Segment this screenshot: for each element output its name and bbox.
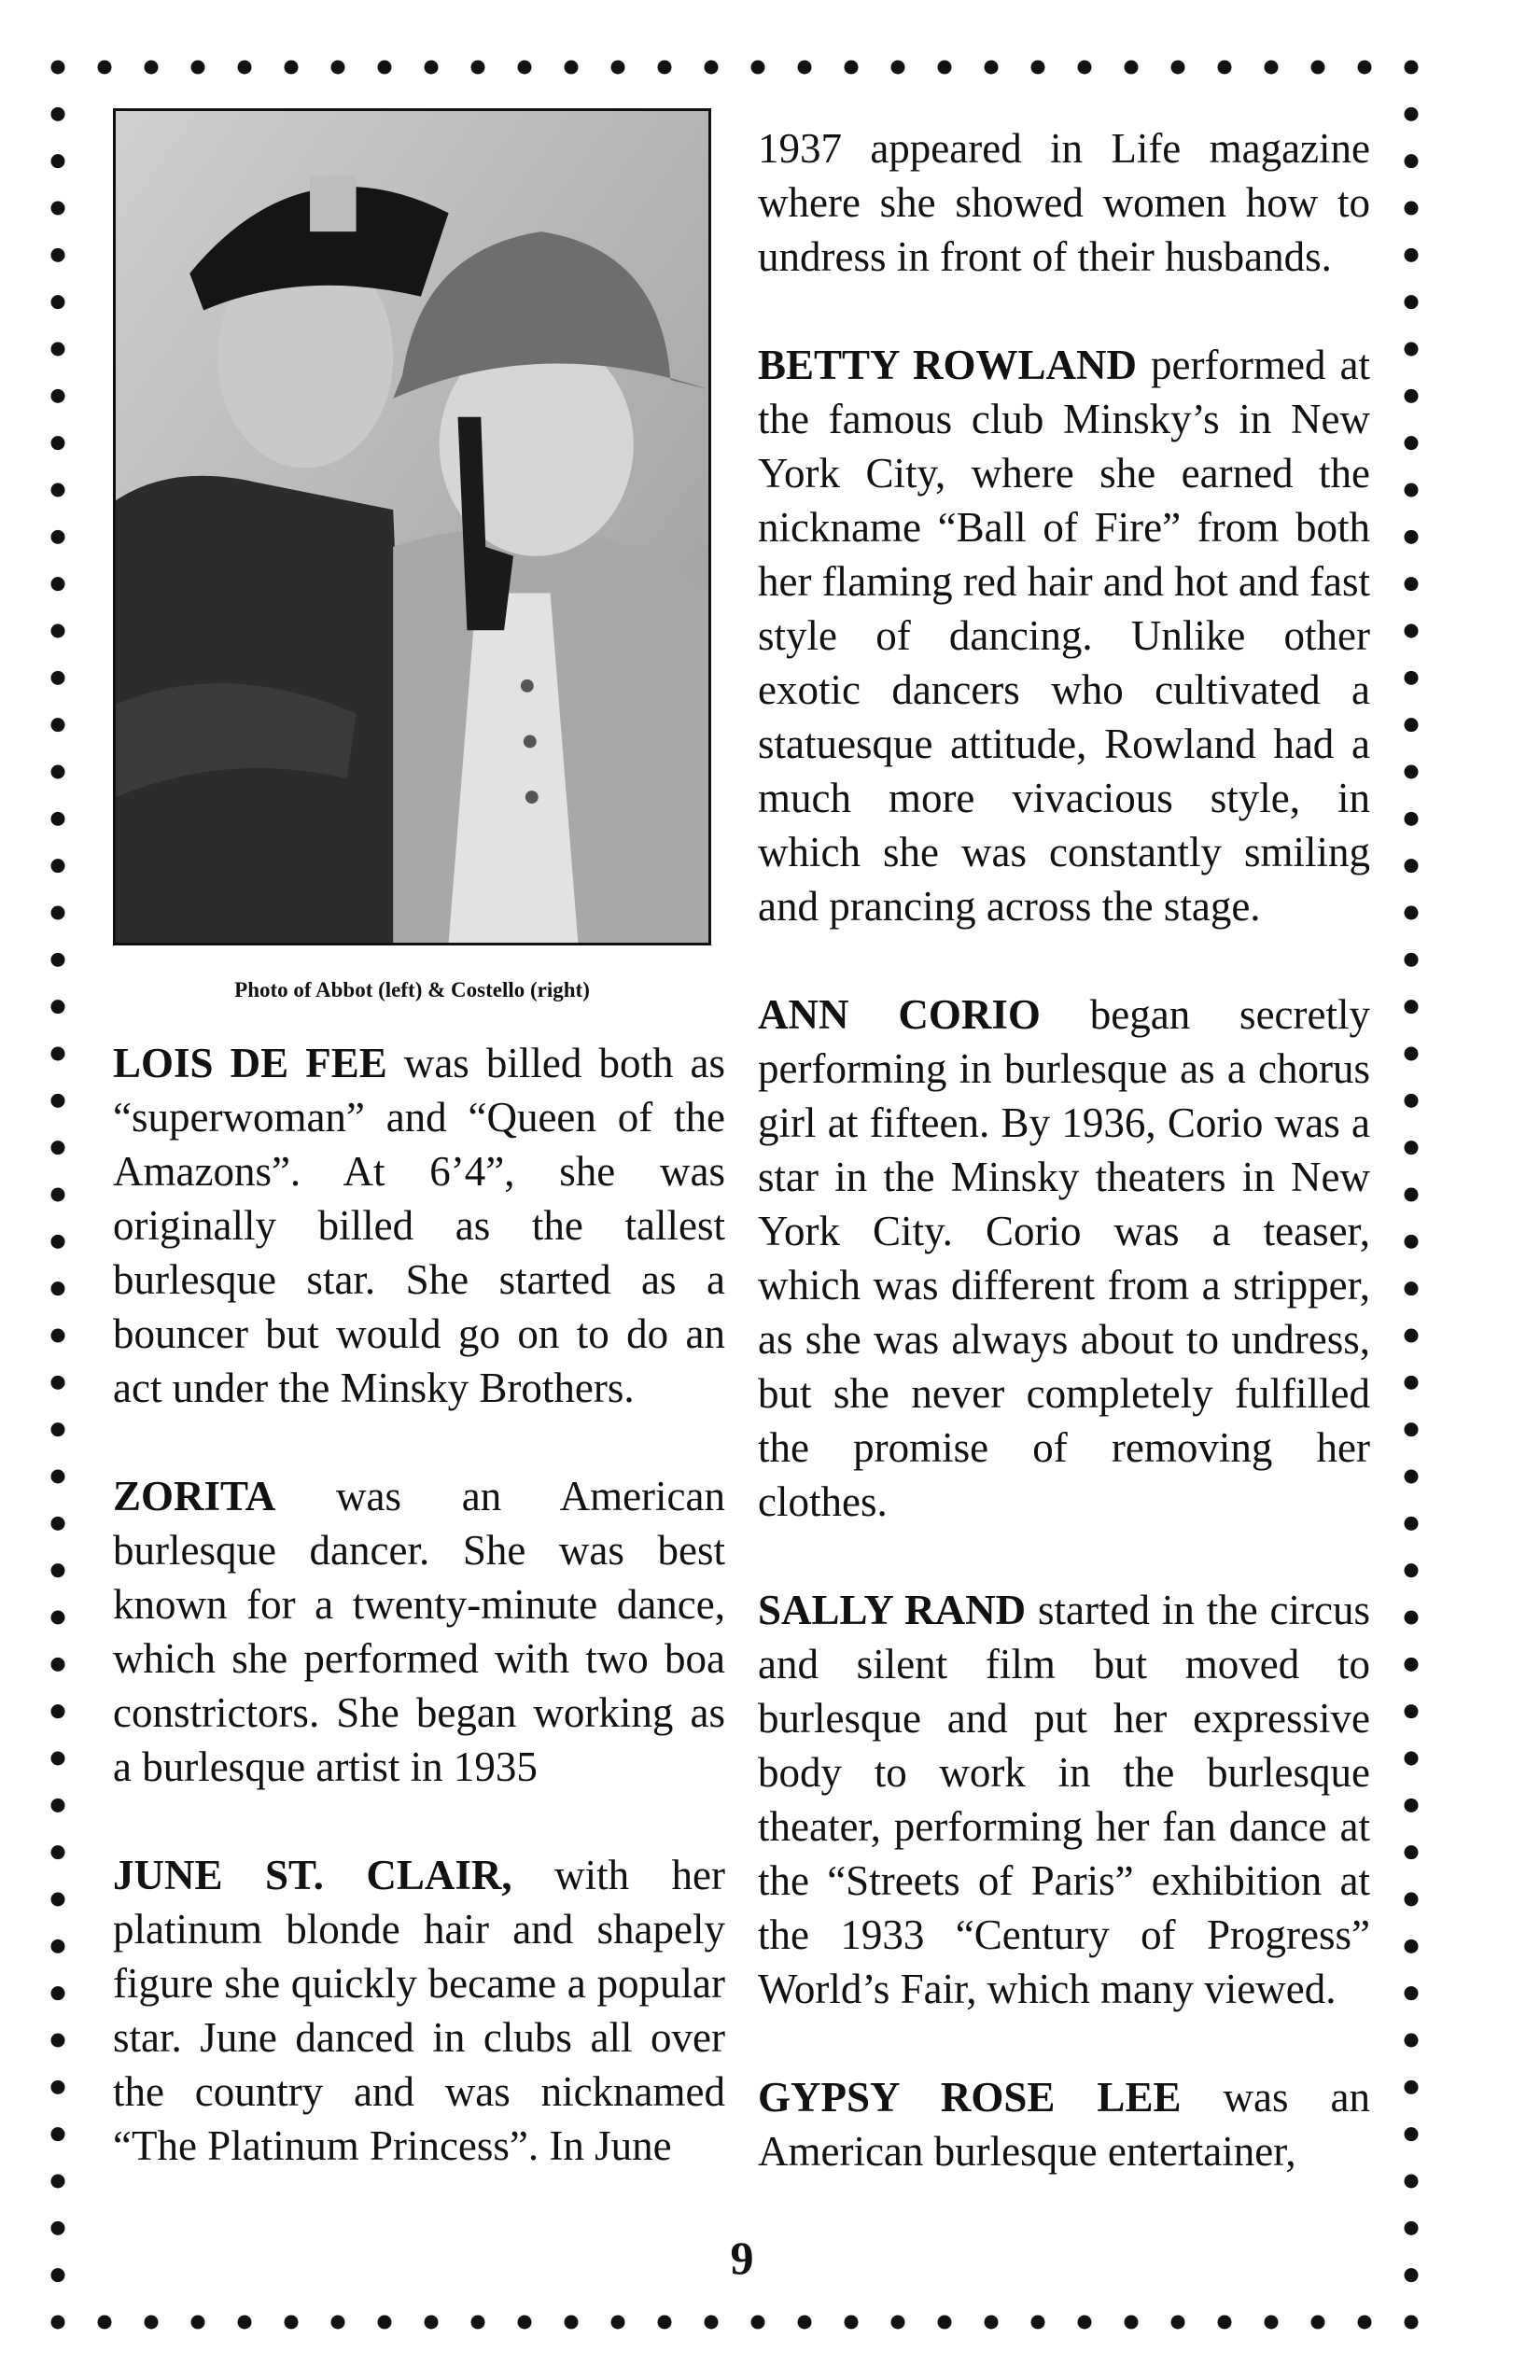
border-dot xyxy=(98,2316,112,2330)
border-dot xyxy=(51,1752,65,1766)
border-dot xyxy=(1218,2316,1232,2330)
border-dot xyxy=(1405,61,1419,75)
border-dot xyxy=(1405,1986,1419,2000)
border-dot xyxy=(1171,2316,1185,2330)
border-dot xyxy=(1405,1235,1419,1249)
border-dot xyxy=(1405,953,1419,967)
border-dot xyxy=(1405,202,1419,216)
border-dot xyxy=(1078,61,1092,75)
continuation-paragraph: 1937 appeared in Life magazine where she showed women how to undress in front of their husbands. xyxy=(758,125,1370,280)
border-dot xyxy=(1405,577,1419,591)
border-dot xyxy=(51,1281,65,1295)
entry-june-st-clair xyxy=(113,1848,725,2173)
border-dot xyxy=(51,483,65,497)
border-dot xyxy=(1405,624,1419,638)
border-dot xyxy=(51,2127,65,2141)
border-dot xyxy=(51,859,65,873)
border-dot xyxy=(1358,2316,1372,2330)
border-dot xyxy=(191,2316,205,2330)
entry-lois-de-fee xyxy=(113,1036,725,1415)
border-dot xyxy=(51,1986,65,2000)
border-dot xyxy=(1405,1752,1419,1766)
border-dot xyxy=(1405,812,1419,826)
border-dot xyxy=(1405,1563,1419,1577)
border-dot xyxy=(845,2316,859,2330)
border-dot xyxy=(331,61,345,75)
border-dot xyxy=(565,2316,579,2330)
border-dot xyxy=(1358,61,1372,75)
border-dot xyxy=(51,61,65,75)
border-dot xyxy=(51,1094,65,1108)
border-dot xyxy=(1405,1188,1419,1202)
border-dot xyxy=(611,2316,625,2330)
border-dot xyxy=(1405,1047,1419,1061)
border-dot xyxy=(285,2316,299,2330)
border-dot xyxy=(51,1047,65,1061)
border-dot xyxy=(51,906,65,920)
border-dot xyxy=(51,1563,65,1577)
border-dot xyxy=(1405,436,1419,450)
border-dot xyxy=(1031,2316,1045,2330)
border-dot xyxy=(471,2316,485,2330)
border-dot xyxy=(51,2080,65,2094)
border-dot xyxy=(938,61,952,75)
border-dot xyxy=(1405,389,1419,403)
border-dot xyxy=(51,1235,65,1249)
border-dot xyxy=(51,624,65,638)
border-dot xyxy=(1405,107,1419,121)
left-text-column xyxy=(113,1036,725,2173)
entry-name: JUNE ST. CLAIR, xyxy=(113,1852,512,1898)
border-dot xyxy=(1405,1704,1419,1718)
border-dot xyxy=(51,671,65,685)
border-dot xyxy=(51,1893,65,1907)
border-dot xyxy=(1078,2316,1092,2330)
border-dot xyxy=(425,2316,439,2330)
border-dot xyxy=(1405,671,1419,685)
border-dot xyxy=(658,61,672,75)
border-dot xyxy=(51,1329,65,1343)
border-dot xyxy=(51,1188,65,1202)
entry-zorita xyxy=(113,1469,725,1794)
border-dot xyxy=(1405,1422,1419,1436)
page-number: 9 xyxy=(730,2232,754,2284)
border-dot xyxy=(1405,2080,1419,2094)
border-dot xyxy=(51,389,65,403)
border-dot xyxy=(938,2316,952,2330)
border-dot xyxy=(1031,61,1045,75)
border-dot xyxy=(285,61,299,75)
border-dot xyxy=(1405,1141,1419,1155)
border-dot xyxy=(51,2221,65,2235)
border-dot xyxy=(51,154,65,168)
border-dot xyxy=(1265,61,1279,75)
border-dot xyxy=(51,343,65,357)
border-dot xyxy=(705,61,719,75)
border-dot xyxy=(1405,2127,1419,2141)
border-dot xyxy=(1405,1094,1419,1108)
border-dot xyxy=(845,61,859,75)
border-dot xyxy=(518,61,532,75)
border-dot xyxy=(1405,1470,1419,1484)
border-dot xyxy=(1405,1281,1419,1295)
right-text-column xyxy=(758,121,1370,2178)
entry-ann-corio xyxy=(758,987,1370,1529)
border-dot xyxy=(1405,248,1419,262)
border-dot xyxy=(1405,1611,1419,1625)
border-dot xyxy=(51,1470,65,1484)
border-dot xyxy=(1405,343,1419,357)
border-dot xyxy=(985,61,999,75)
border-dot xyxy=(51,1517,65,1531)
border-dot xyxy=(238,2316,252,2330)
border-dot xyxy=(1405,906,1419,920)
entry-gypsy-rose-lee xyxy=(758,2070,1370,2178)
border-dot xyxy=(51,718,65,732)
border-dot xyxy=(98,61,112,75)
border-dot xyxy=(1405,154,1419,168)
border-dot xyxy=(1405,1376,1419,1390)
border-dot xyxy=(1405,1799,1419,1813)
border-dot xyxy=(51,1000,65,1014)
border-dot xyxy=(51,1704,65,1718)
entry-betty-rowland xyxy=(758,338,1370,933)
border-dot xyxy=(1405,295,1419,309)
border-dot xyxy=(1405,483,1419,497)
border-dot xyxy=(1405,1329,1419,1343)
border-dot xyxy=(1405,1517,1419,1531)
border-dot xyxy=(51,1845,65,1859)
entry-text: was an American burlesque dancer. She was best known for a twenty-minute dance, which she performed with two boa constrictors. She began working as a burlesque artist in 1935 xyxy=(113,1473,725,1790)
entry-text: started in the circus and silent film but moved to burlesque and put her expressive body to work in the burlesque theater, performing her fan dance at the “Streets of Paris” exhibition at the 1933 “Century of Progress” World’s Fair, which many viewed. xyxy=(758,1587,1370,2012)
border-dot xyxy=(1171,61,1185,75)
border-dot xyxy=(51,1611,65,1625)
entry-text: with her platinum blonde hair and shapely figure she quickly became a popular star. June danced in clubs all over the country and was nicknamed “The Platinum Princess”. In June xyxy=(113,1852,725,2169)
border-dot xyxy=(51,107,65,121)
border-dot xyxy=(1311,61,1325,75)
border-dot xyxy=(51,577,65,591)
border-dot xyxy=(51,765,65,779)
border-dot xyxy=(51,1422,65,1436)
border-dot xyxy=(798,61,812,75)
border-dot xyxy=(1311,2316,1325,2330)
entry-name: LOIS DE FEE xyxy=(113,1040,387,1086)
border-dot xyxy=(798,2316,812,2330)
border-dot xyxy=(51,953,65,967)
border-dot xyxy=(1405,859,1419,873)
border-dot xyxy=(145,61,159,75)
border-dot xyxy=(891,2316,905,2330)
entry-text: was an American burlesque entertainer, xyxy=(758,2074,1370,2175)
border-dot xyxy=(51,530,65,544)
border-dot xyxy=(658,2316,672,2330)
border-dot xyxy=(1405,1000,1419,1014)
border-dot xyxy=(751,2316,765,2330)
border-dot xyxy=(1405,2316,1419,2330)
border-dot xyxy=(751,61,765,75)
border-dot xyxy=(378,61,392,75)
border-dot xyxy=(51,1376,65,1390)
border-dot xyxy=(51,1658,65,1672)
border-dot xyxy=(51,2316,65,2330)
entry-text: began secretly performing in burlesque as a chorus girl at fifteen. By 1936, Corio was a star in the Minsky theaters in New York City. Corio was a teaser, which was different from a stripper, as she was always about to undress, but she never completely fulfilled the promise of removing her clothes. xyxy=(758,991,1370,1525)
border-dot xyxy=(1405,2175,1419,2189)
border-dot xyxy=(51,248,65,262)
border-dot xyxy=(611,61,625,75)
border-dot xyxy=(238,61,252,75)
border-dot xyxy=(51,1939,65,1953)
border-dot xyxy=(51,436,65,450)
border-dot xyxy=(51,202,65,216)
border-dot xyxy=(1405,1939,1419,1953)
border-dot xyxy=(145,2316,159,2330)
border-dot xyxy=(378,2316,392,2330)
entry-sally-rand xyxy=(758,1583,1370,2016)
border-dot xyxy=(51,2034,65,2048)
border-dot xyxy=(1405,2221,1419,2235)
entry-name: ZORITA xyxy=(113,1473,276,1519)
border-dot xyxy=(1405,2034,1419,2048)
border-dot xyxy=(191,61,205,75)
border-dot xyxy=(1405,530,1419,544)
entry-text: was billed both as “superwoman” and “Queen of the Amazons”. At 6’4”, she was originally billed as the tallest burlesque star. She started as a bouncer but would go on to do an act under the Minsky Brothers. xyxy=(113,1040,726,1411)
border-dot xyxy=(518,2316,532,2330)
abbott-costello-photo xyxy=(113,108,711,945)
border-dot xyxy=(1405,718,1419,732)
entry-text: performed at the famous club Minsky’s in New York City, where she earned the nickname “Ball of Fire” from both her flaming red hair and hot and fast style of dancing. Unlike other exotic dancers who cultivated a statuesque attitude, Rowland had a much more vivacious style, in which she was constantly smiling and prancing across the stage. xyxy=(758,342,1371,930)
border-dot xyxy=(331,2316,345,2330)
border-dot xyxy=(1405,765,1419,779)
photo-caption: Photo of Abbot (left) & Costello (right) xyxy=(234,978,590,1001)
border-dot xyxy=(1405,2268,1419,2282)
entry-name: ANN CORIO xyxy=(758,991,1041,1038)
border-dot xyxy=(1405,1845,1419,1859)
border-dot xyxy=(1265,2316,1279,2330)
border-dot xyxy=(1218,61,1232,75)
entry-name: GYPSY ROSE LEE xyxy=(758,2074,1182,2121)
border-dot xyxy=(51,295,65,309)
border-dot xyxy=(51,1141,65,1155)
border-dot xyxy=(891,61,905,75)
border-dot xyxy=(51,812,65,826)
border-dot xyxy=(425,61,439,75)
border-dot xyxy=(1405,1658,1419,1672)
border-dot xyxy=(705,2316,719,2330)
border-dot xyxy=(51,2175,65,2189)
entry-name: BETTY ROWLAND xyxy=(758,342,1137,388)
border-dot xyxy=(565,61,579,75)
border-dot xyxy=(51,2268,65,2282)
entry-name: SALLY RAND xyxy=(758,1587,1027,1633)
border-dot xyxy=(51,1799,65,1813)
border-dot xyxy=(1125,61,1139,75)
border-dot xyxy=(471,61,485,75)
border-dot xyxy=(985,2316,999,2330)
border-dot xyxy=(1405,1893,1419,1907)
border-dot xyxy=(1125,2316,1139,2330)
